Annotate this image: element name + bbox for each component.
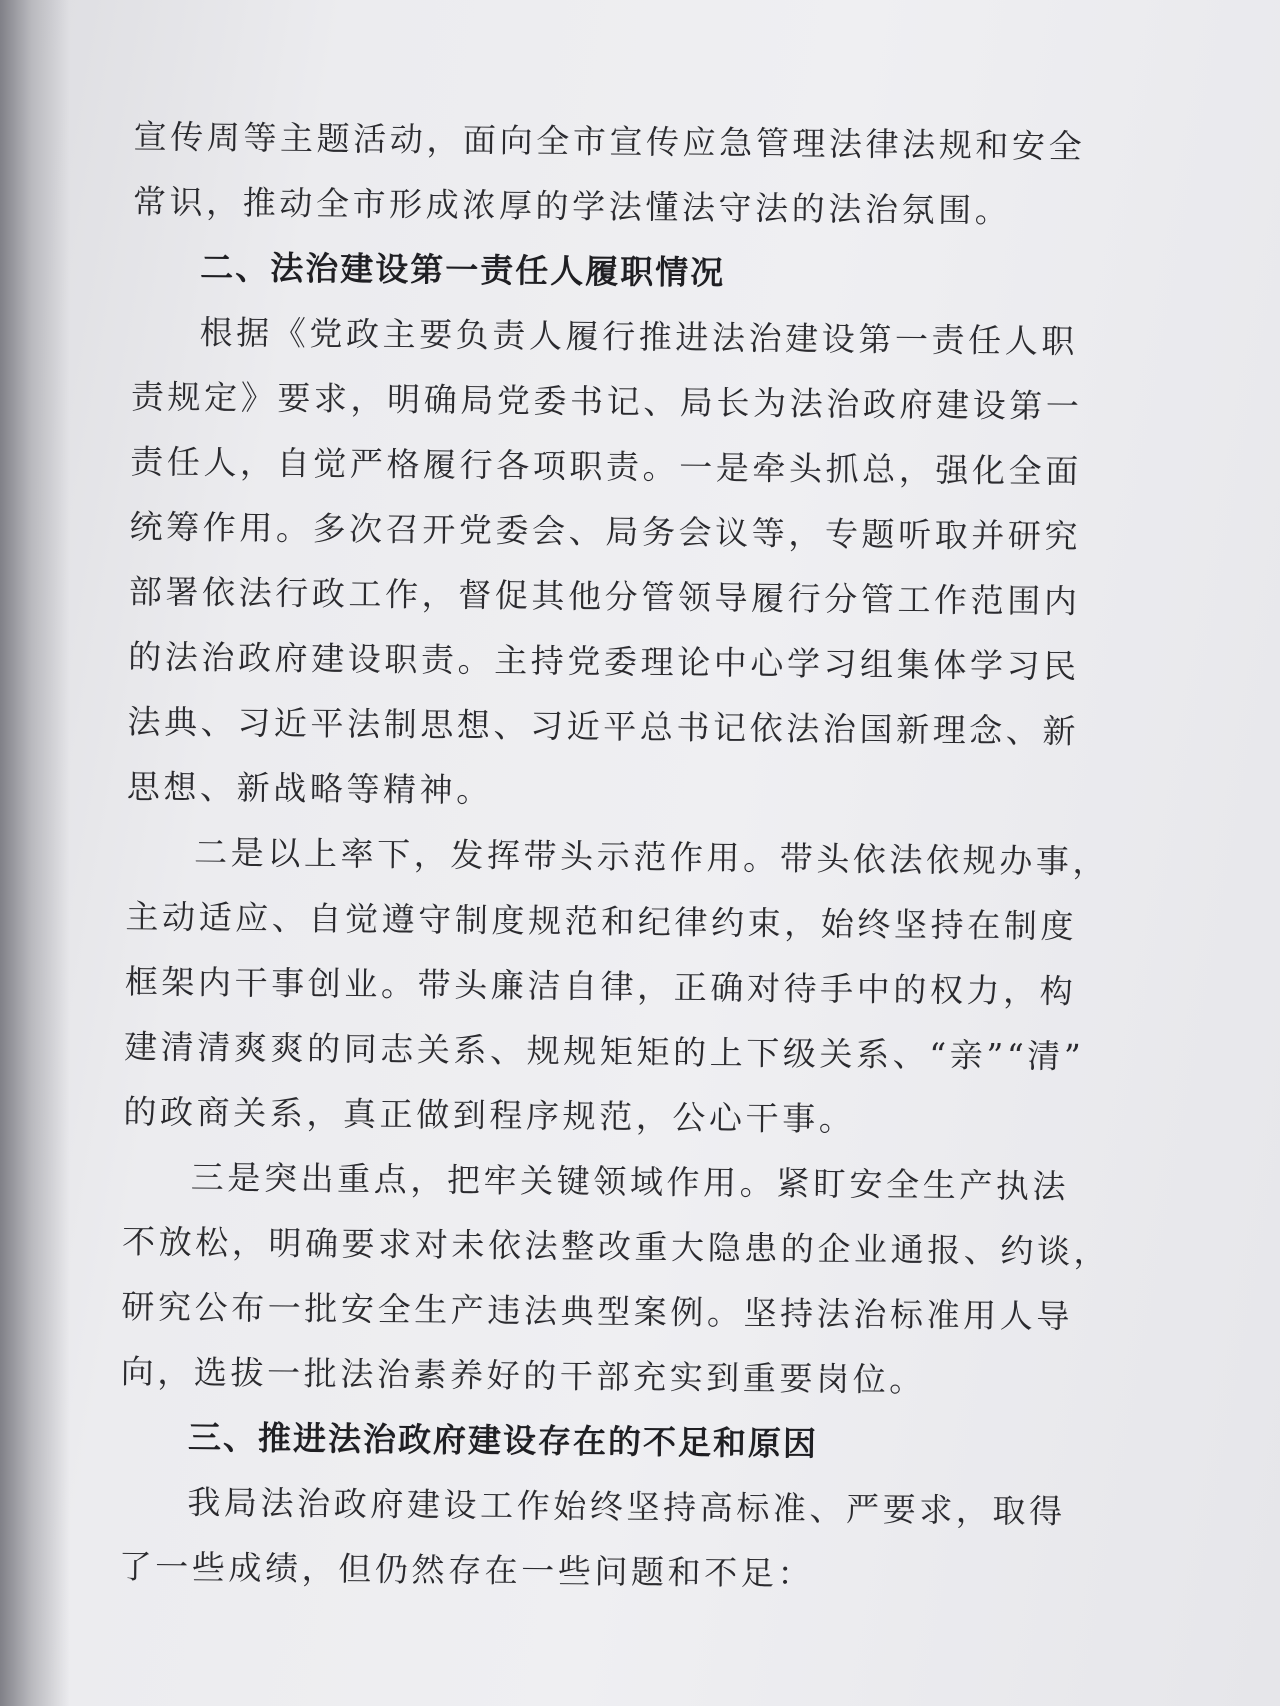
body-line: 不放松，明确要求对未依法整改重大隐患的企业通报、约谈， xyxy=(121,1221,1111,1272)
body-line: 的法治政府建设职责。主持党委理论中心学习组集体学习民 xyxy=(128,636,1080,686)
body-line: 宣传周等主题活动，面向全市宣传应急管理法律法规和安全 xyxy=(133,116,1086,166)
body-line: 建清清爽爽的同志关系、规规矩矩的上下级关系、“亲”“清” xyxy=(123,1026,1085,1077)
body-line: 部署依法行政工作，督促其他分管领导履行分管工作范围内 xyxy=(128,571,1081,621)
section-heading-3: 三、推进法治政府建设存在的不足和原因 xyxy=(187,1417,819,1464)
body-line: 了一些成绩，但仍然存在一些问题和不足： xyxy=(118,1546,815,1594)
body-line: 研究公布一批安全生产违法典型案例。坚持法治标准用人导 xyxy=(121,1286,1074,1336)
body-line: 根据《党政主要负责人履行推进法治建设第一责任人职 xyxy=(199,312,1079,361)
body-line: 常识，推动全市形成浓厚的学法懂法守法的法治氛围。 xyxy=(132,181,1012,231)
body-line: 统筹作用。多次召开党委会、局务会议等，专题听取并研究 xyxy=(129,506,1082,556)
body-line: 框架内干事创业。带头廉洁自律，正确对待手中的权力，构 xyxy=(124,961,1077,1011)
body-line: 责任人，自觉严格履行各项职责。一是牵头抓总，强化全面 xyxy=(130,441,1083,491)
body-line: 主动适应、自觉遵守制度规范和纪律约束，始终坚持在制度 xyxy=(125,896,1078,946)
body-line: 三是突出重点，把牢关键领域作用。紧盯安全生产执法 xyxy=(190,1157,1070,1206)
page-edge-shadow xyxy=(0,0,70,1706)
body-line: 向，选拔一批法治素养好的干部充实到重要岗位。 xyxy=(120,1351,927,1400)
body-line: 思想、新战略等精神。 xyxy=(126,766,494,810)
document-body xyxy=(118,104,1111,1609)
body-line: 我局法治政府建设工作始终坚持高标准、严要求，取得 xyxy=(187,1482,1066,1531)
body-line: 的政商关系，真正做到程序规范，公心干事。 xyxy=(123,1091,856,1139)
body-line: 责规定》要求，明确局党委书记、局长为法治政府建设第一 xyxy=(130,376,1083,426)
body-line: 二是以上率下，发挥带头示范作用。带头依法依规办事， xyxy=(193,832,1110,882)
section-heading-2: 二、法治建设第一责任人履职情况 xyxy=(200,247,726,293)
body-line: 法典、习近平法制思想、习近平总书记依法治国新理念、新 xyxy=(127,701,1080,751)
